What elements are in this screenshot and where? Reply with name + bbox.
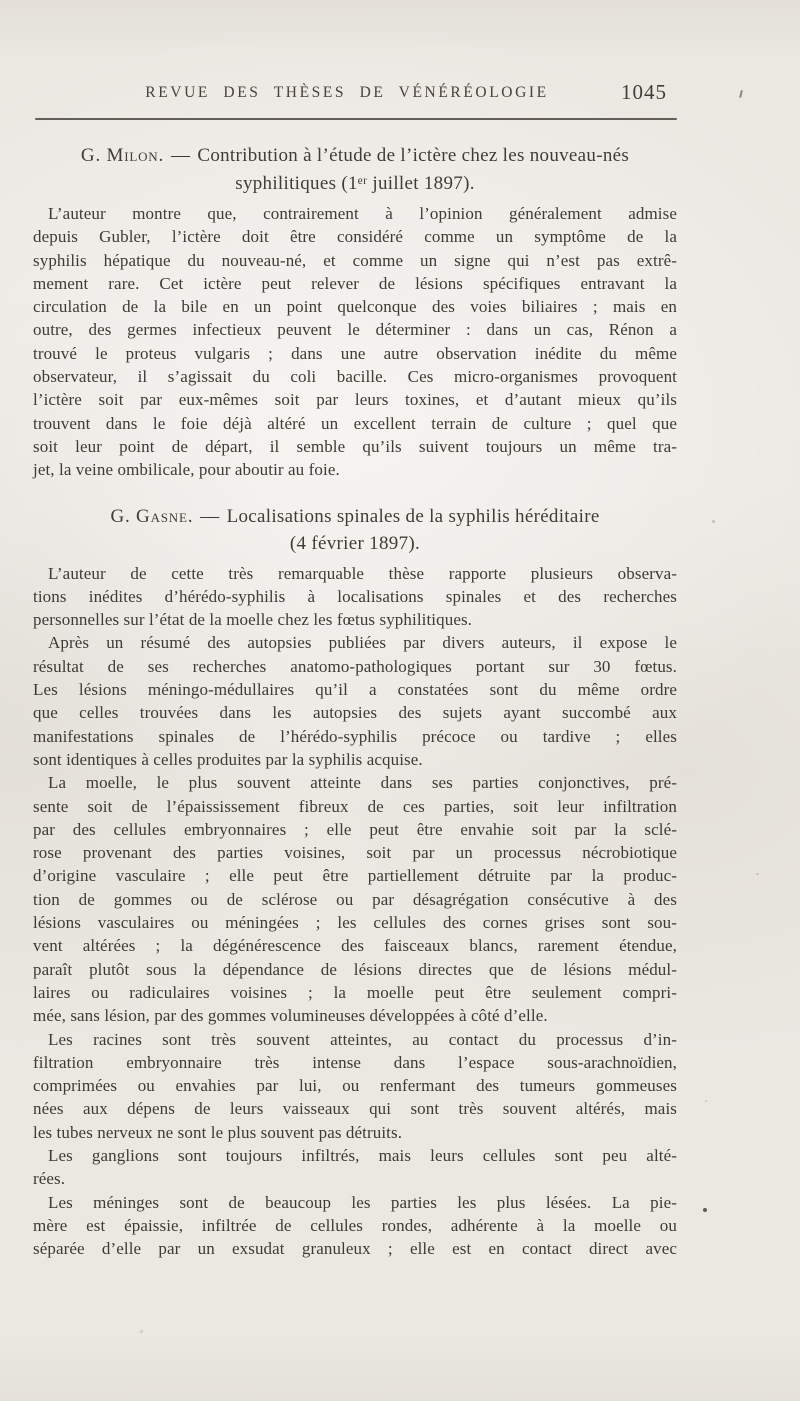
text-line: comprimées ou envahies par lui, ou renfermant des tumeurs gommeuses [33,1076,677,1096]
text-line: trouvé le proteus vulgaris ; dans une autre observation inédite du même [33,343,677,363]
text-line: lésions vasculaires ou méningées ; les cellules des cornes grises sont sou- [33,913,677,933]
text-line: les tubes nerveux ne sont le plus souvent pas détruits. [33,1122,403,1142]
text-line: Les méninges sont de beaucoup les parties les plus lésées. La pie- [48,1192,677,1212]
text-line: séparée d’elle par un exsudat granuleux ; elle est en contact direct avec [33,1239,677,1259]
text-line: filtration embryonnaire très intense dans l’espace sous-arachnoïdien, [33,1052,677,1072]
text-line: personnelles sur l’état de la moelle chez les fœtus syphilitiques. [33,610,473,630]
article-author: G. Milon. [80,145,165,166]
text-line: La moelle, le plus souvent atteinte dans ses parties conjonctives, pré- [48,773,677,793]
text-line: Les ganglions sont toujours infiltrés, mais leurs cellules sont peu alté- [48,1145,677,1165]
article-heading [33,142,677,197]
page-number: 1045 [621,80,667,104]
text-line: mère est épaissie, infiltrée de cellules rondes, adhérente à la moelle ou [33,1215,677,1235]
text-column [33,80,677,1260]
text-line: sente soit de l’épaississement fibreux de ces parties, soit leur infiltration [33,796,677,816]
text-line: d’origine vasculaire ; elle peut être partiellement détruite par la produc- [33,866,677,886]
text-line: l’ictère soit par eux-mêmes soit par leurs toxines, et d’autant mieux qu’ils [33,390,677,410]
paper-speck [756,873,759,875]
text-line: que celles trouvées dans les autopsies des sujets ayant succombé aux [33,703,677,723]
text-line: circulation de la bile en un point quelconque des voies biliaires ; mais en [33,297,677,317]
text-line: Les racines sont très souvent atteintes, au contact du processus d’in- [48,1029,677,1049]
text-line: rées. [33,1169,66,1189]
paragraph [33,202,677,482]
text-line: Après un résumé des autopsies publiées par divers auteurs, il expose le [48,633,677,653]
text-line: sont identiques à celles produites par la syphilis acquise. [33,749,423,769]
paragraph [33,562,677,632]
text-line: manifestations spinales de l’hérédo-syphilis précoce ou tardive ; elles [33,726,677,746]
text-line: paraît plutôt sous la dépendance de lésions directes que de lésions médul- [33,959,677,979]
text-line: outre, des germes infectieux peuvent le déterminer : dans un cas, Rénon a [33,320,677,340]
paper-speck [705,1100,707,1102]
text-line: rose provenant des parties voisines, soit par un processus nécrobiotique [33,843,677,863]
heading-dash: — [171,145,191,166]
article-author: G. Gasne. [110,505,194,527]
paper-speck [140,1330,143,1333]
article-heading-line1 [33,503,677,531]
heading-dash: — [200,505,220,527]
text-line: résultat de ses recherches anatomo-pathologiques portant sur 30 fœtus. [33,656,677,676]
paragraph [33,1191,677,1261]
article-heading-line2: syphilitiques (1ᵉʳ juillet 1897). [235,172,475,194]
header-rule [35,118,677,120]
paragraph [33,1028,677,1144]
paper-speck [712,520,715,523]
text-line: depuis Gubler, l’ictère doit être considéré comme un symptôme de la [33,227,677,247]
article-heading-line2: (4 février 1897). [289,533,421,555]
text-line: soit leur point de départ, il semble qu’ils suivent toujours un même tra- [33,436,677,456]
article-title: Localisations spinales de la syphilis héréditaire [226,505,600,527]
paragraph [33,1144,677,1191]
ink-dot-artifact [703,1208,707,1212]
text-line: mée, sans lésion, par des gommes volumineuses développées à côté d’elle. [33,1006,548,1026]
text-line: par des cellules embryonnaires ; elle peut être envahie soit par la sclé- [33,819,677,839]
article-heading-line1 [33,142,677,170]
text-line: nées aux dépens de leurs vaisseaux qui sont très souvent altérés, mais [33,1099,677,1119]
article-heading [33,503,677,558]
text-line: tion de gommes ou de sclérose ou par désagrégation consécutive à des [33,889,677,909]
ink-tick-artifact [739,90,743,98]
text-line: mement rare. Cet ictère peut relever de lésions spécifiques entravant la [33,273,677,293]
text-line: observateur, il s’agissait du coli bacille. Ces micro-organismes provoquent [33,367,677,387]
text-line: laires ou radiculaires voisines ; la moelle peut être seulement compri- [33,982,677,1002]
text-line: jet, la veine ombilicale, pour aboutir au foie. [33,460,340,480]
text-line: L’auteur de cette très remarquable thèse rapporte plusieurs observa- [48,563,677,583]
paragraph [33,631,677,771]
journal-title: REVUE DES THÈSES DE VÉNÉRÉOLOGIE [145,84,549,101]
text-line: Les lésions méningo-médullaires qu’il a constatées sont du même ordre [33,680,677,700]
text-line: syphilis hépatique du nouveau-né, et comme un signe qui n’est pas extrê- [33,250,677,270]
running-head [33,80,677,106]
article-milon [33,142,677,482]
text-line: trouvent dans le foie déjà altéré un excellent terrain de culture ; quel que [33,413,677,433]
article-title: Contribution à l’étude de l’ictère chez les nouveau-nés [197,145,630,166]
text-line: vent altérées ; la dégénérescence des faisceaux blancs, rarement étendue, [33,936,677,956]
article-gasne [33,503,677,1261]
text-line: tions inédites d’hérédo-syphilis à localisations spinales et des recherches [33,586,677,606]
text-line: L’auteur montre que, contrairement à l’opinion généralement admise [48,204,677,223]
paragraph [33,771,677,1027]
